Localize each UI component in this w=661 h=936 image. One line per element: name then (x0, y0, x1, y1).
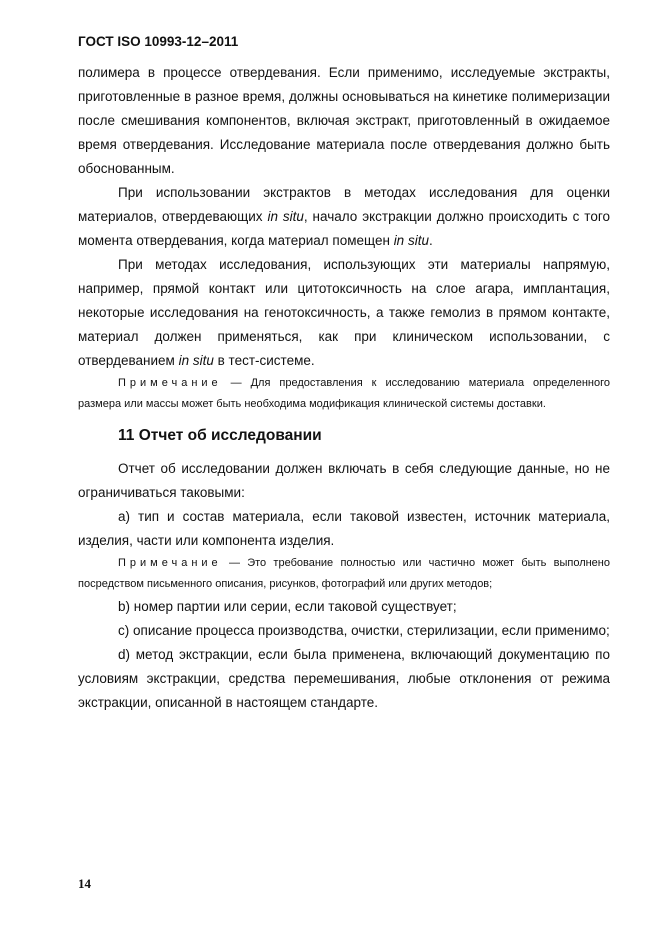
list-item-c: c) описание процесса производства, очистки, стерилизации, если применимо; (118, 623, 610, 638)
paragraph-text: , начало экстракции должно происходить с того момента отвердевания, когда материал помещен (78, 209, 610, 248)
in-situ-term: in situ (393, 233, 429, 248)
list-item-d: d) метод экстракции, если была применена, включающий документацию по условиям экстракции, средства перемешивания, любые отклонения от режима экстракции, описанной в настоящем стандарте. (78, 647, 610, 710)
note-label: Примечание (118, 557, 222, 569)
in-situ-term: in situ (178, 353, 214, 368)
list-item-a: a) тип и состав материала, если таковой известен, источник материала, изделия, части или компонента изделия. (78, 509, 610, 548)
note-text: — Для предоставления к исследованию материала определенного размера или массы может быть необходима модификация клинической системы доставки. (78, 377, 610, 410)
note-delivery-system (78, 373, 610, 415)
note-label: Примечание (118, 377, 222, 389)
paragraph-text: в тест-системе. (213, 353, 315, 368)
list-item-b: b) номер партии или серии, если таковой существует; (118, 599, 457, 614)
paragraph-extracts-in-situ (78, 181, 610, 253)
section-heading-11: 11 Отчет об исследовании (118, 427, 322, 444)
paragraph-text: При использовании экстрактов в методах исследования для оценки материалов, отвердевающих (78, 185, 610, 224)
running-header: ГОСТ ISO 10993-12–2011 (78, 34, 239, 49)
in-situ-term: in situ (267, 209, 304, 224)
page-number: 14 (78, 876, 91, 891)
paragraph-direct-contact (78, 253, 610, 373)
note-text: — Это требование полностью или частично может быть выполнено посредством письменного описания, рисунков, фотографий или других методов; (78, 557, 610, 590)
paragraph-text: При методах исследования, использующих эти материалы напрямую, например, прямой контакт или цитотоксичность на слое агара, имплантация, некоторые исследования на генотоксичность, а также гемолиз в прямом контакте, материал должен применяться, как при клиническом использовании, с отвердеванием (78, 257, 610, 368)
paragraph-text: . (428, 233, 433, 248)
paragraph-curing-continuation: полимера в процессе отвердевания. Если применимо, исследуемые экстракты, приготовленные в разное время, должны основываться на кинетике полимеризации после смешивания компонентов, включая экстракт, приготовленный в ожидаемое время отвердевания. Исследование материала после отвердевания должно быть обоснованным. (78, 65, 610, 176)
note-requirement-fulfilment (78, 553, 610, 595)
paragraph-report-intro: Отчет об исследовании должен включать в себя следующие данные, но не ограничиваться таковыми: (78, 461, 610, 500)
